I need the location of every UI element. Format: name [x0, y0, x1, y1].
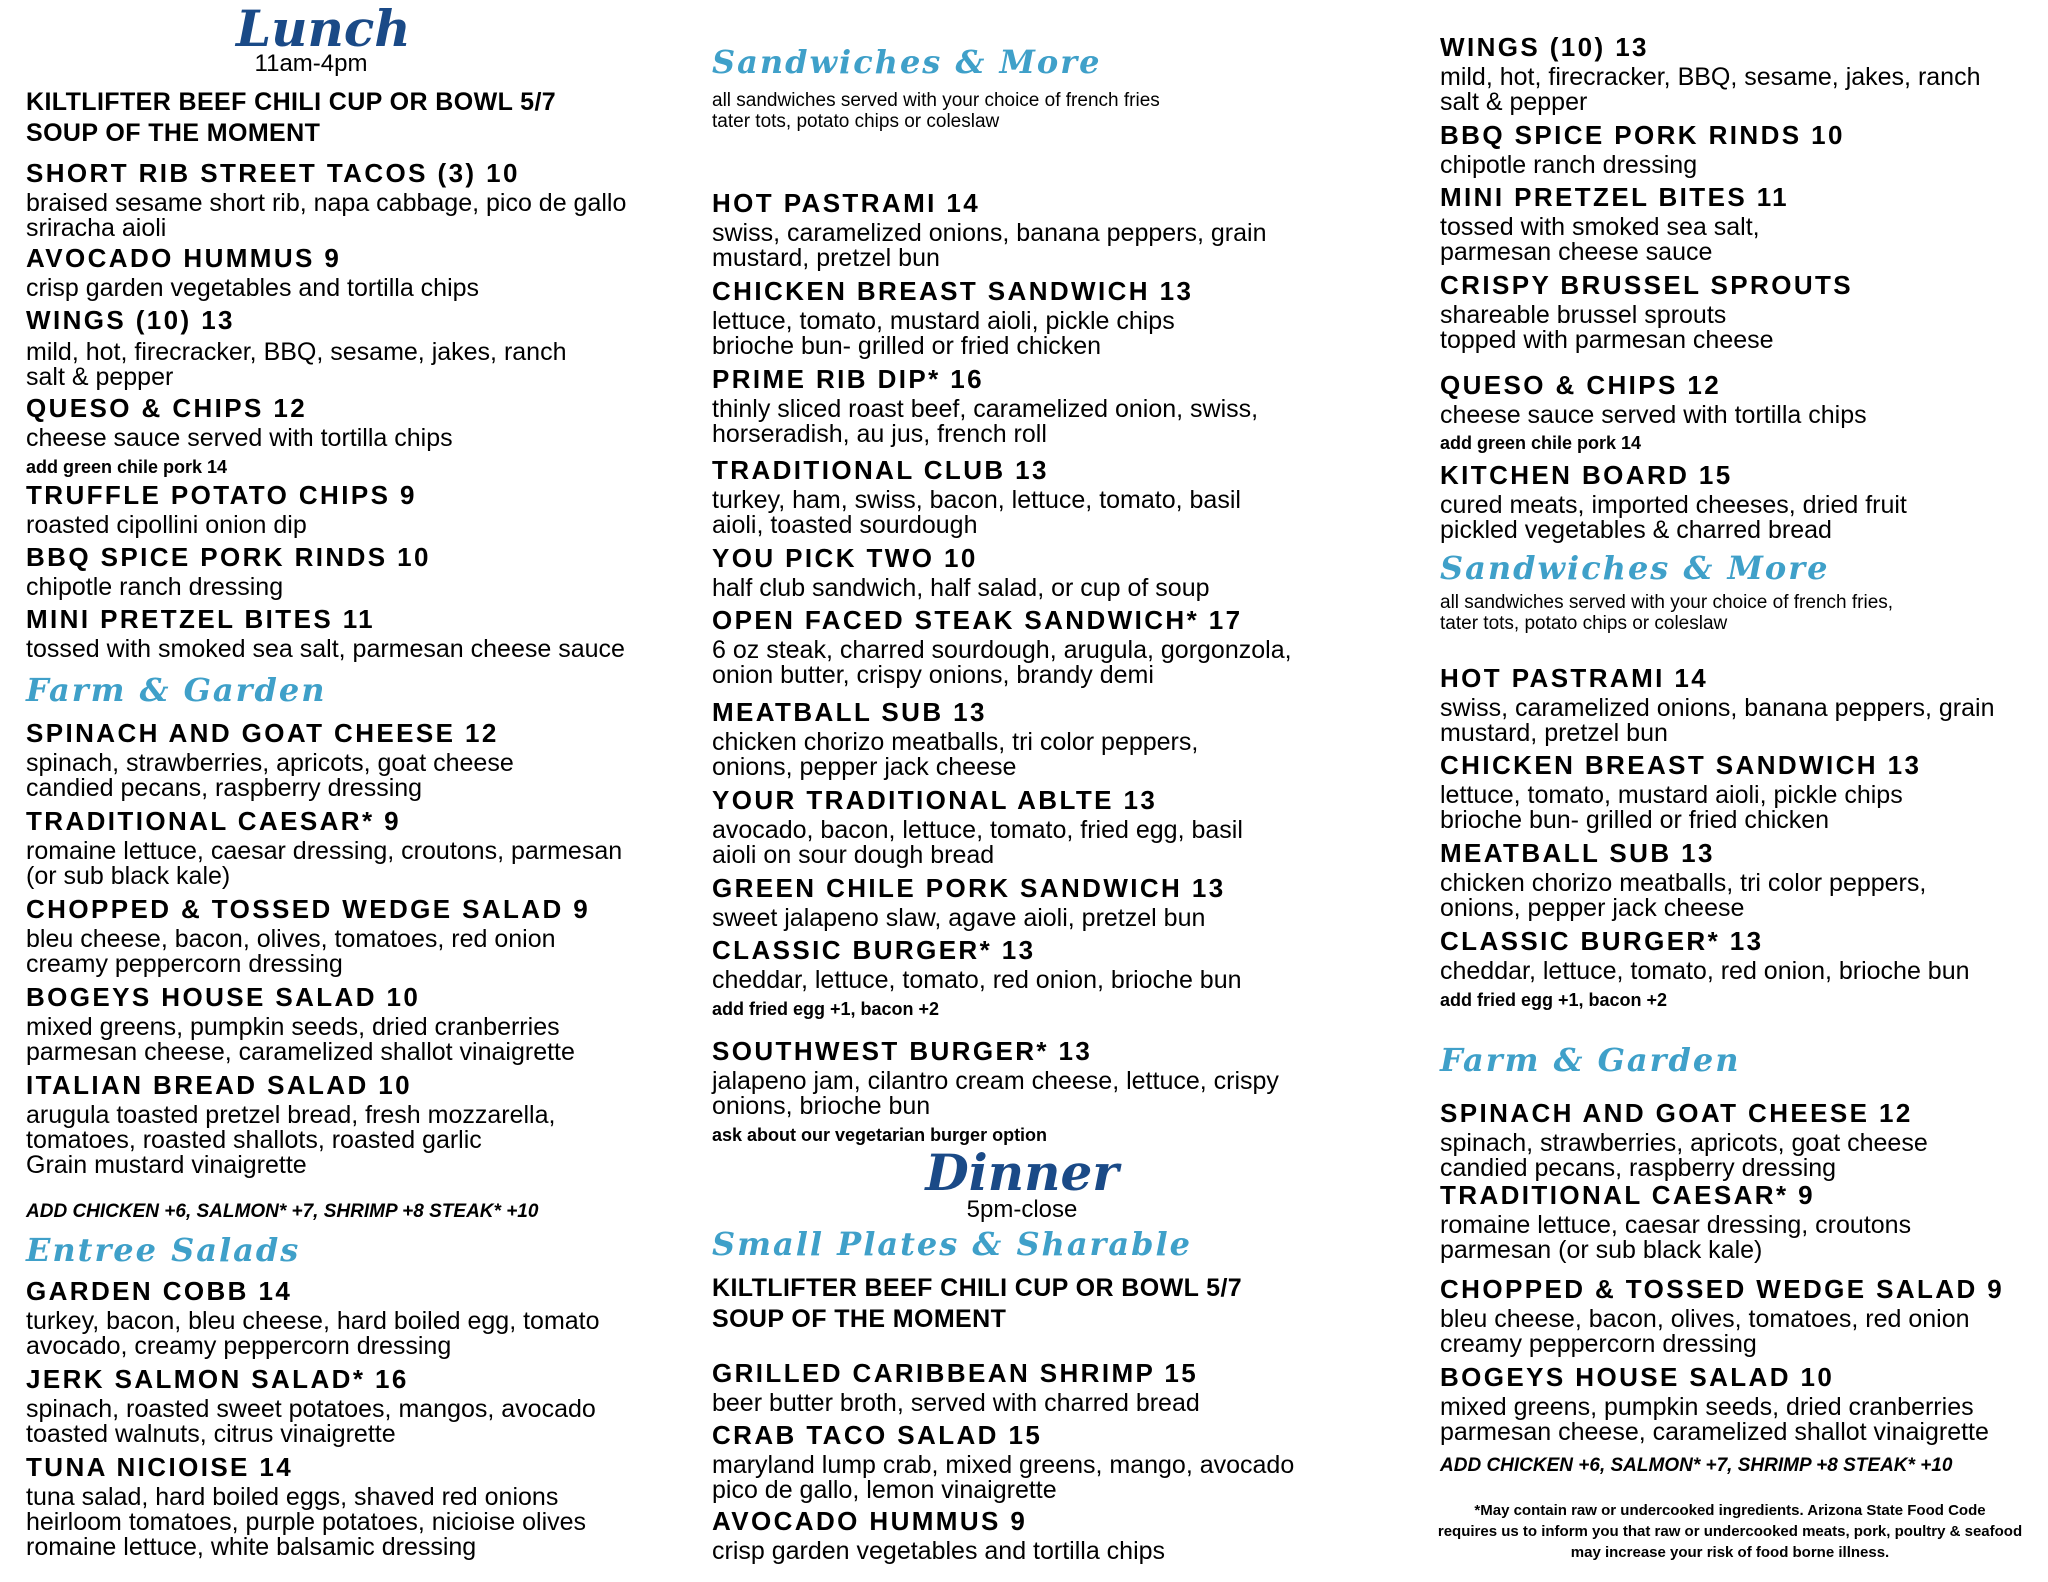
- item-description: tossed with smoked sea salt, parmesan cheese sauce: [1440, 213, 1760, 266]
- item-name: ITALIAN BREAD SALAD 10: [26, 1070, 413, 1100]
- item-description: crisp garden vegetables and tortilla chips: [712, 1537, 1166, 1565]
- item-name: AVOCADO HUMMUS 9: [712, 1506, 1028, 1536]
- item-name: CHOPPED & TOSSED WEDGE SALAD 9: [1440, 1274, 2005, 1304]
- item-name: KITCHEN BOARD 15: [1440, 460, 1733, 490]
- item-name: YOUR TRADITIONAL ABLTE 13: [712, 785, 1158, 815]
- item-description: chipotle ranch dressing: [26, 573, 284, 601]
- item-name: SHORT RIB STREET TACOS (3) 10: [26, 158, 520, 188]
- item-description: cheddar, lettuce, tomato, red onion, brioche bun: [1440, 957, 1970, 985]
- item-name: TRUFFLE POTATO CHIPS 9: [26, 480, 417, 510]
- item-description: tuna salad, hard boiled eggs, shaved red onions heirloom tomatoes, purple potatoes, nicioise olives romaine lettuce, white balsamic dressing: [26, 1483, 587, 1561]
- item-note: add fried egg +1, bacon +2: [1440, 990, 1668, 1010]
- item-name: CRISPY BRUSSEL SPROUTS: [1440, 270, 1854, 300]
- item-name: OPEN FACED STEAK SANDWICH* 17: [712, 605, 1243, 635]
- item-description: braised sesame short rib, napa cabbage, pico de gallo sriracha aioli: [26, 189, 627, 242]
- lunch-soup: SOUP OF THE MOMENT: [26, 119, 321, 147]
- item-description: chicken chorizo meatballs, tri color peppers, onions, pepper jack cheese: [712, 728, 1199, 781]
- item-name: BBQ SPICE PORK RINDS 10: [1440, 120, 1845, 150]
- dinner-chili: KILTLIFTER BEEF CHILI CUP OR BOWL 5/7: [712, 1274, 1243, 1302]
- item-name: HOT PASTRAMI 14: [712, 188, 981, 218]
- item-description: maryland lump crab, mixed greens, mango, avocado pico de gallo, lemon vinaigrette: [712, 1451, 1295, 1504]
- item-note: add green chile pork 14: [1440, 433, 1642, 453]
- item-description: mild, hot, firecracker, BBQ, sesame, jakes, ranch salt & pepper: [26, 338, 567, 391]
- section-heading-sandwiches: Sandwiches & More: [1440, 549, 1830, 587]
- item-name: CHICKEN BREAST SANDWICH 13: [1440, 750, 1922, 780]
- section-heading-entree-salads: Entree Salads: [26, 1231, 301, 1269]
- item-description: half club sandwich, half salad, or cup of soup: [712, 574, 1210, 602]
- item-name: BOGEYS HOUSE SALAD 10: [26, 982, 421, 1012]
- item-description: spinach, strawberries, apricots, goat cheese candied pecans, raspberry dressing: [1440, 1129, 1928, 1182]
- item-description: cheese sauce served with tortilla chips: [26, 424, 453, 452]
- item-name: TRADITIONAL CAESAR* 9: [1440, 1180, 1815, 1210]
- item-description: romaine lettuce, caesar dressing, croutons, parmesan (or sub black kale): [26, 837, 623, 890]
- item-description: lettuce, tomato, mustard aioli, pickle chips brioche bun- grilled or fried chicken: [1440, 781, 1903, 834]
- item-name: AVOCADO HUMMUS 9: [26, 243, 342, 273]
- item-note: add green chile pork 14: [26, 457, 228, 477]
- item-description: bleu cheese, bacon, olives, tomatoes, red onion creamy peppercorn dressing: [26, 925, 556, 978]
- lunch-hours: 11am-4pm: [254, 50, 368, 77]
- item-name: MINI PRETZEL BITES 11: [26, 604, 375, 634]
- section-heading-farm-garden: Farm & Garden: [26, 671, 327, 709]
- item-name: TRADITIONAL CLUB 13: [712, 455, 1049, 485]
- item-description: beer butter broth, served with charred bread: [712, 1389, 1200, 1417]
- item-name: PRIME RIB DIP* 16: [712, 364, 984, 394]
- item-description: mixed greens, pumpkin seeds, dried cranberries parmesan cheese, caramelized shallot vinaigrette: [1440, 1393, 1989, 1446]
- item-name: QUESO & CHIPS 12: [1440, 370, 1722, 400]
- item-description: thinly sliced roast beef, caramelized onion, swiss, horseradish, au jus, french roll: [712, 395, 1259, 448]
- salad-addons: ADD CHICKEN +6, SALMON* +7, SHRIMP +8 STEAK* +10: [1440, 1455, 1953, 1476]
- item-name: QUESO & CHIPS 12: [26, 393, 308, 423]
- item-description: lettuce, tomato, mustard aioli, pickle chips brioche bun- grilled or fried chicken: [712, 307, 1175, 360]
- item-description: spinach, roasted sweet potatoes, mangos, avocado toasted walnuts, citrus vinaigrette: [26, 1395, 596, 1448]
- item-name: CLASSIC BURGER* 13: [712, 935, 1036, 965]
- food-safety-disclaimer: *May contain raw or undercooked ingredients. Arizona State Food Code requires us to inform you that raw or undercooked meats, pork, poultry & seafood may increase your risk of food borne illness.: [1437, 1502, 2023, 1561]
- item-description: crisp garden vegetables and tortilla chips: [26, 274, 480, 302]
- item-name: JERK SALMON SALAD* 16: [26, 1364, 409, 1394]
- item-note: ask about our vegetarian burger option: [712, 1125, 1048, 1145]
- sandwiches-subtitle: all sandwiches served with your choice of french fries tater tots, potato chips or coleslaw: [712, 90, 1160, 132]
- item-description: turkey, bacon, bleu cheese, hard boiled egg, tomato avocado, creamy peppercorn dressing: [26, 1307, 600, 1360]
- item-description: chicken chorizo meatballs, tri color peppers, onions, pepper jack cheese: [1440, 869, 1927, 922]
- item-description: chipotle ranch dressing: [1440, 151, 1698, 179]
- item-name: TUNA NICIOISE 14: [26, 1452, 294, 1482]
- item-description: mixed greens, pumpkin seeds, dried cranberries parmesan cheese, caramelized shallot vinaigrette: [26, 1013, 575, 1066]
- item-name: HOT PASTRAMI 14: [1440, 663, 1709, 693]
- item-description: swiss, caramelized onions, banana peppers, grain mustard, pretzel bun: [712, 219, 1267, 272]
- sandwiches-subtitle: all sandwiches served with your choice of french fries, tater tots, potato chips or coleslaw: [1440, 592, 1894, 634]
- item-name: GARDEN COBB 14: [26, 1276, 293, 1306]
- item-note: add fried egg +1, bacon +2: [712, 999, 940, 1019]
- section-heading-sandwiches: Sandwiches & More: [712, 43, 1102, 81]
- item-description: romaine lettuce, caesar dressing, croutons parmesan (or sub black kale): [1440, 1211, 1912, 1264]
- item-description: tossed with smoked sea salt, parmesan cheese sauce: [26, 635, 625, 663]
- lunch-title: Lunch: [236, 0, 411, 58]
- item-description: cheddar, lettuce, tomato, red onion, brioche bun: [712, 966, 1242, 994]
- item-name: MINI PRETZEL BITES 11: [1440, 182, 1789, 212]
- item-name: BOGEYS HOUSE SALAD 10: [1440, 1362, 1835, 1392]
- item-description: swiss, caramelized onions, banana peppers, grain mustard, pretzel bun: [1440, 694, 1995, 747]
- item-name: SPINACH AND GOAT CHEESE 12: [1440, 1098, 1913, 1128]
- salad-addons: ADD CHICKEN +6, SALMON* +7, SHRIMP +8 STEAK* +10: [26, 1201, 539, 1222]
- item-description: cheese sauce served with tortilla chips: [1440, 401, 1867, 429]
- section-heading-small-plates: Small Plates & Sharable: [712, 1225, 1193, 1263]
- item-description: cured meats, imported cheeses, dried fruit pickled vegetables & charred bread: [1440, 491, 1907, 544]
- item-name: WINGS (10) 13: [26, 305, 235, 335]
- item-name: TRADITIONAL CAESAR* 9: [26, 806, 401, 836]
- item-name: MEATBALL SUB 13: [712, 697, 987, 727]
- item-description: mild, hot, firecracker, BBQ, sesame, jakes, ranch salt & pepper: [1440, 63, 1981, 116]
- item-description: 6 oz steak, charred sourdough, arugula, gorgonzola, onion butter, crispy onions, brandy demi: [712, 636, 1292, 689]
- item-name: CHOPPED & TOSSED WEDGE SALAD 9: [26, 894, 591, 924]
- dinner-title: Dinner: [925, 1143, 1119, 1202]
- item-name: WINGS (10) 13: [1440, 32, 1649, 62]
- item-description: jalapeno jam, cilantro cream cheese, lettuce, crispy onions, brioche bun: [712, 1067, 1279, 1120]
- item-name: SPINACH AND GOAT CHEESE 12: [26, 718, 499, 748]
- item-description: sweet jalapeno slaw, agave aioli, pretzel bun: [712, 904, 1206, 932]
- item-name: MEATBALL SUB 13: [1440, 838, 1715, 868]
- item-name: CHICKEN BREAST SANDWICH 13: [712, 276, 1194, 306]
- dinner-soup: SOUP OF THE MOMENT: [712, 1305, 1007, 1333]
- item-description: arugula toasted pretzel bread, fresh mozzarella, tomatoes, roasted shallots, roasted garlic Grain mustard vinaigrette: [26, 1101, 556, 1179]
- item-name: GREEN CHILE PORK SANDWICH 13: [712, 873, 1226, 903]
- item-name: CLASSIC BURGER* 13: [1440, 926, 1764, 956]
- lunch-chili: KILTLIFTER BEEF CHILI CUP OR BOWL 5/7: [26, 88, 557, 116]
- item-name: BBQ SPICE PORK RINDS 10: [26, 542, 431, 572]
- item-description: spinach, strawberries, apricots, goat cheese candied pecans, raspberry dressing: [26, 749, 514, 802]
- dinner-hours: 5pm-close: [966, 1196, 1078, 1223]
- item-description: bleu cheese, bacon, olives, tomatoes, red onion creamy peppercorn dressing: [1440, 1305, 1970, 1358]
- item-description: turkey, ham, swiss, bacon, lettuce, tomato, basil aioli, toasted sourdough: [712, 486, 1241, 539]
- item-name: CRAB TACO SALAD 15: [712, 1420, 1043, 1450]
- item-name: YOU PICK TWO 10: [712, 543, 978, 573]
- item-name: SOUTHWEST BURGER* 13: [712, 1036, 1093, 1066]
- item-description: avocado, bacon, lettuce, tomato, fried egg, basil aioli on sour dough bread: [712, 816, 1243, 869]
- item-name: GRILLED CARIBBEAN SHRIMP 15: [712, 1358, 1199, 1388]
- section-heading-farm-garden: Farm & Garden: [1440, 1041, 1741, 1079]
- item-description: shareable brussel sprouts topped with parmesan cheese: [1440, 301, 1774, 354]
- item-description: roasted cipollini onion dip: [26, 511, 307, 539]
